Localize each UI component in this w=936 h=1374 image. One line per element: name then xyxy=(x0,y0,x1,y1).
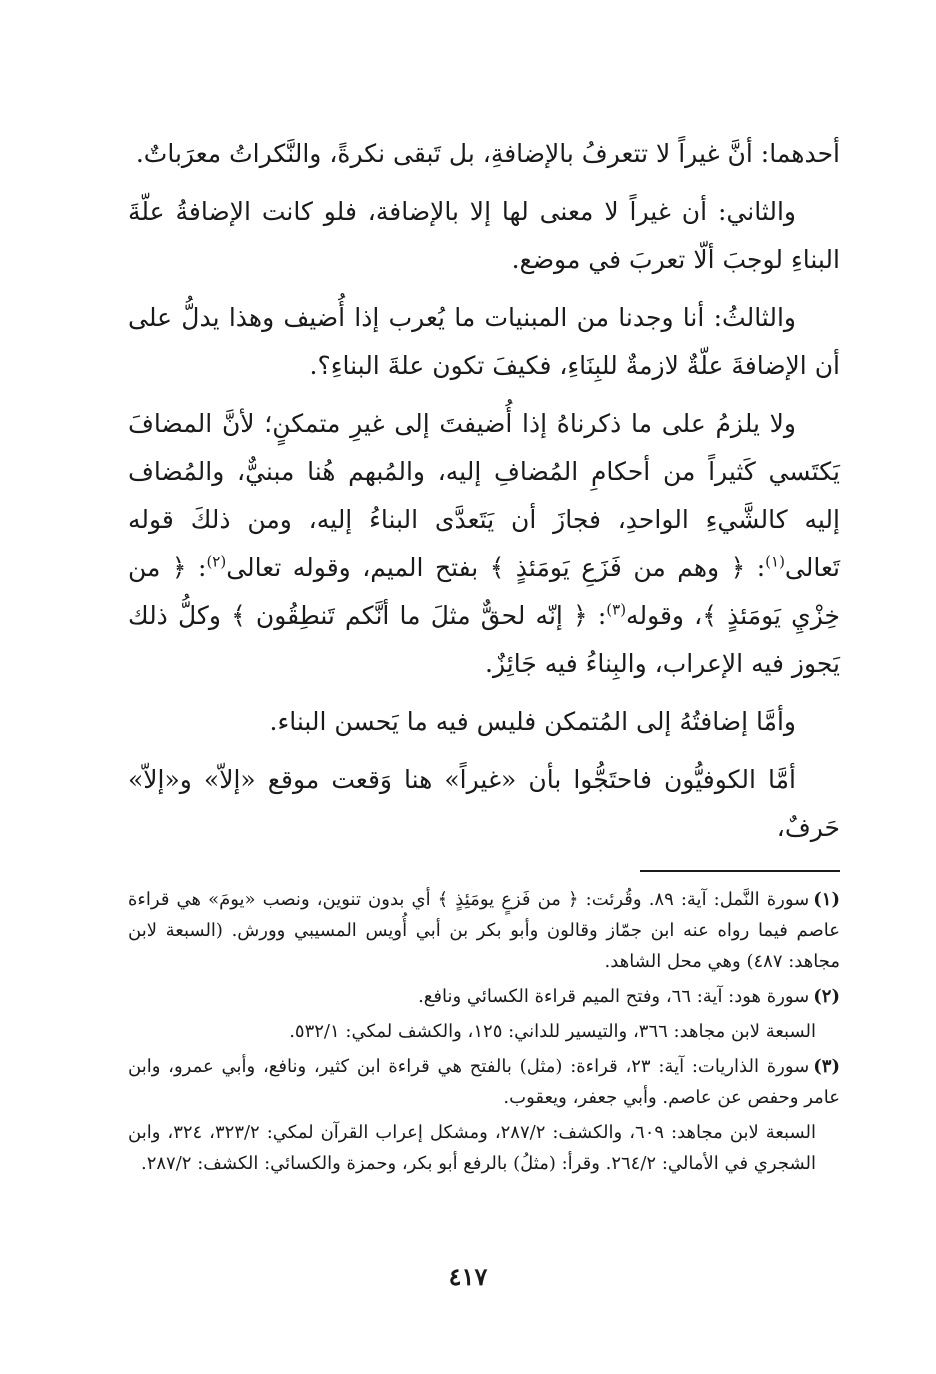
footnote-divider xyxy=(640,870,840,872)
page-number: ٤١٧ xyxy=(448,1262,488,1291)
footnote-1 xyxy=(128,884,840,977)
footnote-2-sources: السبعة لابن مجاهد: ٣٦٦، والتيسير للداني: ١٢٥، والكشف لمكي: ٥٣٢/١. xyxy=(289,1021,816,1042)
paragraph-3: والثالثُ: أنا وجدنا من المبنيات ما يُعرب إذا أُضيف وهذا يدلُّ على أن الإضافةَ علّةٌ لازمةٌ للبِنَاءِ، فكيفَ تكون علةَ البناءِ؟. xyxy=(128,303,840,380)
footnote-1-text: سورة النَّمل: آية: ٨٩. وقُرئت: ﴿ من فَزعٍ يومَئِذٍ ﴾ أي بدون تنوين، ونصب «يومَ» هي قراءة عاصم فيما رواه عنه ابن جمّاز وقالون وأبو بكر بن أبي أُويس المسيبي وورش. (السبعة لابن مجاهد: ٤٨٧) وهي محل الشاهد. xyxy=(128,889,840,972)
footnote-2-text: سورة هود: آية: ٦٦، وفتح الميم قراءة الكسائي ونافع. xyxy=(418,986,810,1007)
paragraph-5: وأمَّا إضافتُهُ إلى المُتمكن فليس فيه ما يَحسن البناء. xyxy=(269,707,796,736)
footnote-ref-3[interactable]: (٣) xyxy=(606,600,627,619)
footnote-ref-2[interactable]: (٢) xyxy=(206,552,227,571)
paragraph-1: أحدهما: أنَّ غيراً لا تتعرفُ بالإضافةِ، بل تَبقى نكرةً، والنَّكراتُ معرَباتٌ. xyxy=(135,139,840,168)
footnote-2 xyxy=(128,981,840,1012)
paragraph-2: والثاني: أن غيراً لا معنى لها إلا بالإضافة، فلو كانت الإضافةُ علّةَ البناءِ لوجبَ ألّا تعربَ في موضع. xyxy=(128,197,840,274)
footnotes-section xyxy=(128,884,840,1183)
paragraph-4-part-1: ولا يلزمُ على ما ذكرناهُ إذا أُضيفتَ إلى غيرِ متمكنٍ؛ لأنَّ المضافَ يَكتَسي كَثيراً من أحكامِ المُضافِ إليه، والمُبهم هُنا مبنيٌّ، والمُضاف إليه كالشَّيءِ الواحدِ، فجازَ أن يَتَعدَّى البناءُ إليه، ومن ذلكَ قوله تَعالى xyxy=(128,409,841,582)
main-text-body xyxy=(128,130,840,862)
paragraph-4-part-4: : ﴿ إنّه لحقٌّ مثلَ ما أنَّكم تَنطِقُون ﴾ وكلُّ ذلك يَجوز فيه الإعراب، والبِناءُ فيه جَائِزٌ. xyxy=(128,601,840,678)
footnote-3-sources: السبعة لابن مجاهد: ٦٠٩، والكشف: ٢٨٧/٢، ومشكل إعراب القرآن لمكي: ٣٢٣/٢، ٣٢٤، وابن الشجري في الأمالي: ٢٦٤/٢. وقرأ: (مثلُ) بالرفع أبو بكر، وحمزة والكسائي: الكشف: ٢٨٧/٢. xyxy=(128,1122,816,1174)
footnote-3-text: سورة الذاريات: آية: ٢٣، قراءة: (مثل) بالفتح هي قراءة ابن كثير، ونافع، وأبي عمرو، وابن عامر وحفص عن عاصم. وأبي جعفر، ويعقوب. xyxy=(128,1056,840,1108)
footnote-1-number: (١) xyxy=(813,889,840,910)
paragraph-6: أمَّا الكوفيُّون فاحتَجُّوا بأن «غيراً» هنا وَقعت موقع «إلاّ» و«إلاّ» حَرفٌ، xyxy=(128,765,840,842)
paragraph-4-part-2: : ﴿ وهم من فَزَعِ يَومَئذٍ ﴾ بفتح الميم، وقوله تعالى xyxy=(226,553,766,582)
footnote-3 xyxy=(128,1051,840,1113)
footnote-ref-1[interactable]: (١) xyxy=(765,552,785,571)
paragraph-4-part-3: : ﴿ من خِزْيِ يَومَئذٍ ﴾، وقوله xyxy=(128,553,840,630)
footnote-2-number: (٢) xyxy=(813,986,840,1007)
paragraph-4 xyxy=(128,400,840,688)
footnote-3-number: (٣) xyxy=(813,1056,840,1077)
